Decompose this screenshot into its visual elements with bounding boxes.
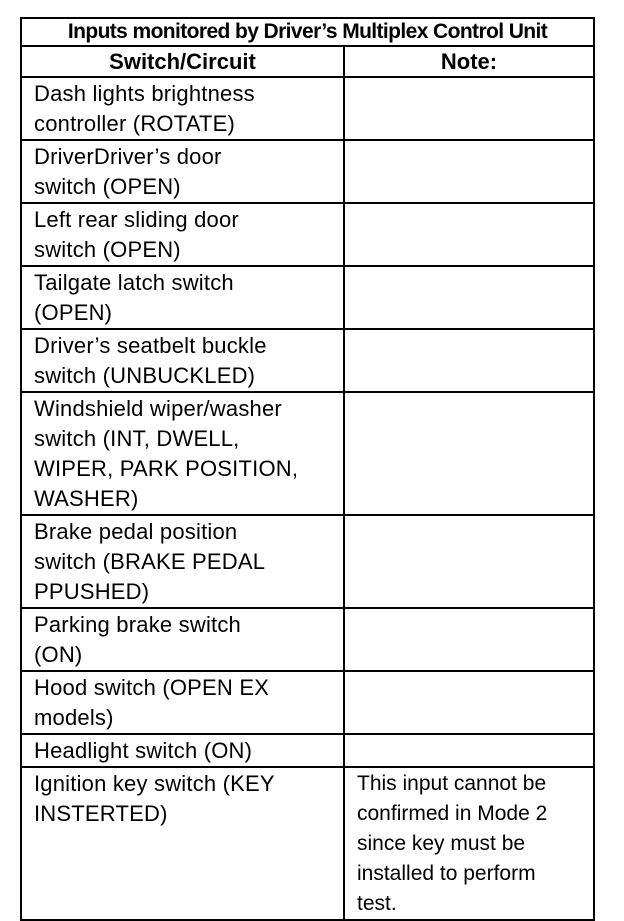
inputs-table bbox=[20, 17, 595, 921]
switch-circuit-cell bbox=[21, 671, 344, 734]
note-cell bbox=[344, 608, 594, 671]
table-row bbox=[21, 515, 594, 608]
table-row bbox=[21, 329, 594, 392]
switch-circuit-text: WASHER) bbox=[34, 486, 139, 511]
header-row bbox=[21, 46, 594, 77]
note-text: installed to perform bbox=[357, 862, 536, 885]
note-cell bbox=[344, 77, 594, 140]
switch-circuit-text: switch (INT, DWELL, bbox=[34, 426, 240, 451]
switch-circuit-cell bbox=[21, 392, 344, 515]
switch-circuit-text: Left rear sliding door bbox=[34, 207, 239, 232]
switch-circuit-text: DriverDriver’s door bbox=[34, 144, 222, 169]
switch-circuit-text: (OPEN) bbox=[34, 300, 113, 325]
switch-circuit-cell bbox=[21, 77, 344, 140]
table-row bbox=[21, 608, 594, 671]
switch-circuit-cell bbox=[21, 329, 344, 392]
switch-circuit-text: Tailgate latch switch bbox=[34, 270, 234, 295]
switch-circuit-text: switch (BRAKE PEDAL bbox=[34, 549, 266, 574]
note-cell bbox=[344, 734, 594, 767]
switch-circuit-cell bbox=[21, 734, 344, 767]
table-title: Inputs monitored by Driver’s Multiplex Control Unit bbox=[21, 18, 594, 46]
note-cell bbox=[344, 671, 594, 734]
note-column-header: Note: bbox=[344, 46, 594, 77]
switch-circuit-cell bbox=[21, 608, 344, 671]
note-text: test. bbox=[357, 892, 397, 915]
switch-circuit-cell bbox=[21, 140, 344, 203]
table-row bbox=[21, 203, 594, 266]
note-cell bbox=[344, 266, 594, 329]
table-row bbox=[21, 140, 594, 203]
switch-circuit-text: Brake pedal position bbox=[34, 519, 238, 544]
switch-circuit-text: models) bbox=[34, 705, 114, 730]
note-cell bbox=[344, 767, 594, 920]
switch-circuit-text: Parking brake switch bbox=[34, 612, 241, 637]
table-body bbox=[21, 77, 594, 920]
switch-circuit-text: Hood switch (OPEN EX bbox=[34, 675, 270, 700]
table-row bbox=[21, 767, 594, 920]
switch-circuit-text: switch (OPEN) bbox=[34, 174, 181, 199]
switch-circuit-text: Headlight switch (ON) bbox=[34, 738, 253, 763]
note-cell bbox=[344, 392, 594, 515]
table-row bbox=[21, 734, 594, 767]
note-cell bbox=[344, 203, 594, 266]
switch-circuit-text: Driver’s seatbelt buckle bbox=[34, 333, 267, 358]
switch-circuit-cell bbox=[21, 203, 344, 266]
switch-circuit-cell bbox=[21, 767, 344, 920]
switch-circuit-text: Dash lights brightness bbox=[34, 81, 255, 106]
switch-circuit-text: Windshield wiper/washer bbox=[34, 396, 282, 421]
note-cell bbox=[344, 515, 594, 608]
switch-circuit-text: INSTERTED) bbox=[34, 801, 168, 826]
switch-circuit-text: WIPER, PARK POSITION, bbox=[34, 456, 299, 481]
note-text: confirmed in Mode 2 bbox=[357, 802, 548, 825]
switch-circuit-text: Ignition key switch (KEY bbox=[34, 771, 275, 796]
switch-circuit-text: PPUSHED) bbox=[34, 579, 150, 604]
switch-circuit-text: controller (ROTATE) bbox=[34, 111, 236, 136]
note-cell bbox=[344, 140, 594, 203]
note-text: This input cannot be bbox=[357, 772, 547, 795]
table-row bbox=[21, 671, 594, 734]
table-row bbox=[21, 392, 594, 515]
switch-circuit-cell bbox=[21, 515, 344, 608]
note-text: since key must be bbox=[357, 832, 526, 855]
table-row bbox=[21, 266, 594, 329]
table-row bbox=[21, 77, 594, 140]
note-cell bbox=[344, 329, 594, 392]
switch-circuit-text: (ON) bbox=[34, 642, 83, 667]
switch-circuit-text: switch (OPEN) bbox=[34, 237, 181, 262]
title-row bbox=[21, 18, 594, 46]
switch-circuit-text: switch (UNBUCKLED) bbox=[34, 363, 256, 388]
switch-column-header: Switch/Circuit bbox=[21, 46, 344, 77]
switch-circuit-cell bbox=[21, 266, 344, 329]
